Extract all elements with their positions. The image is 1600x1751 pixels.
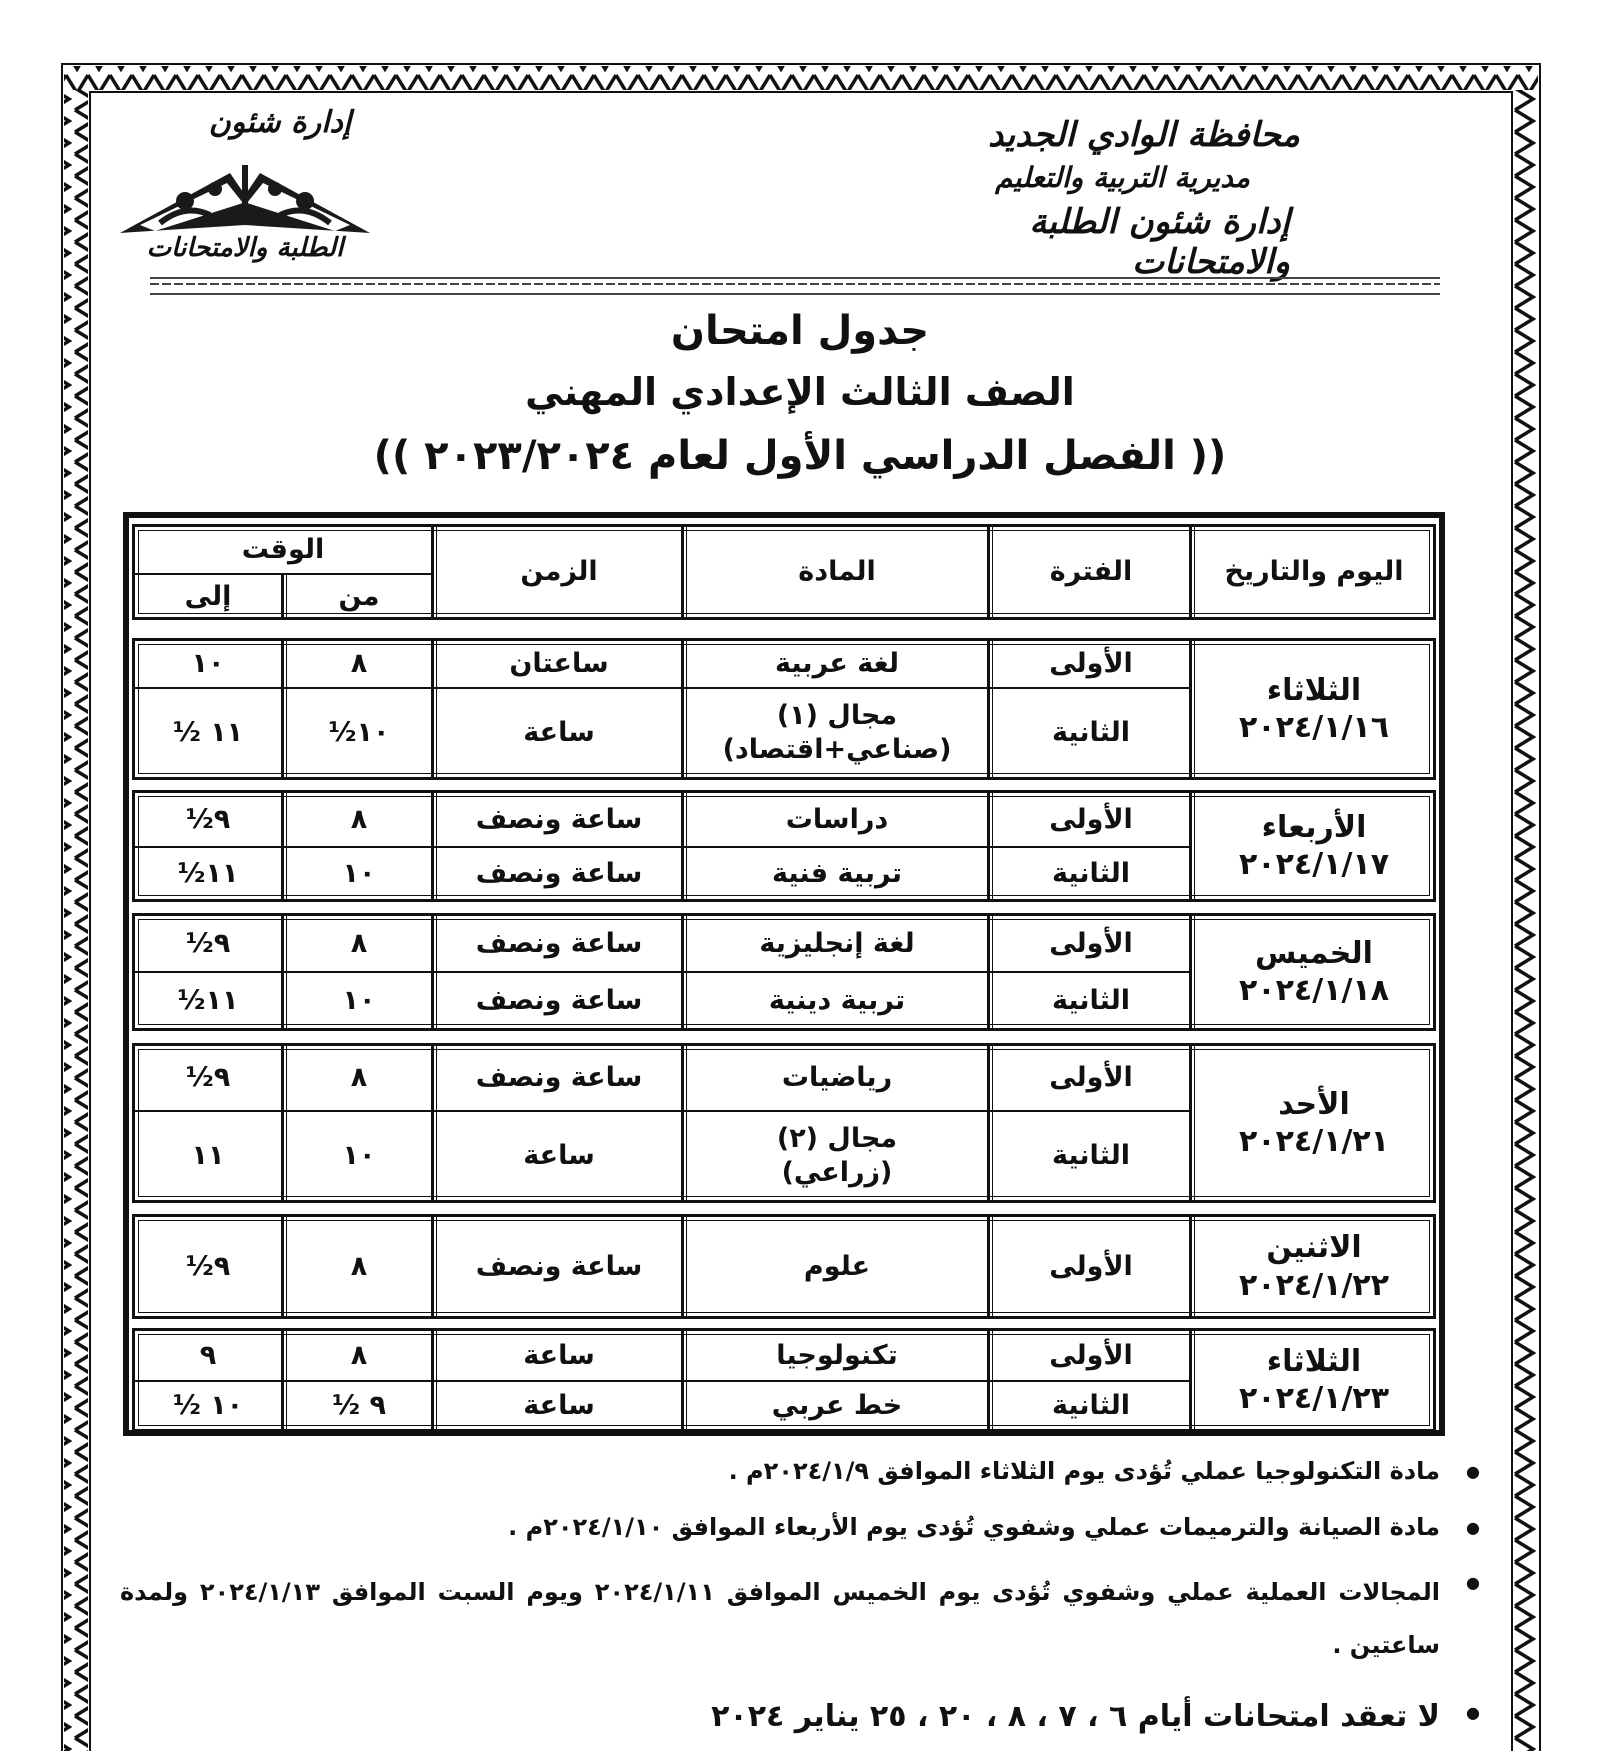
period-cell: الثانية	[1051, 1389, 1131, 1421]
table-header-row	[132, 524, 1436, 620]
from-cell: ١٠	[342, 1140, 376, 1172]
day-date: ٢٠٢٤/١/١٨	[1238, 973, 1390, 1008]
subject-cell: تربية فنية	[772, 857, 902, 889]
subject-cell: خط عربي	[771, 1389, 903, 1421]
open-book-icon	[115, 145, 375, 240]
header-subject: المادة	[798, 556, 876, 588]
period-cell: الأولى	[1049, 1339, 1133, 1371]
note-item: ● لا تعقد امتحانات أيام ٦ ، ٧ ، ٨ ، ٢٠ ، ٢٥ يناير ٢٠٢٤	[120, 1696, 1480, 1738]
directorate-header	[870, 115, 1300, 282]
period-cell: الثانية	[1051, 857, 1131, 889]
subject-cell: دراسات	[785, 803, 889, 835]
period-cell: الأولى	[1049, 1062, 1133, 1094]
to-cell: ٩	[199, 1339, 217, 1371]
to-cell: ١١½	[177, 857, 239, 889]
duration-cell: ساعة ونصف	[475, 1250, 643, 1282]
to-cell: ٩½	[185, 927, 231, 959]
header-separator	[150, 277, 1440, 295]
directorate-name: مديرية التربية والتعليم	[995, 161, 1250, 194]
subject-cell: تكنولوجيا	[776, 1339, 898, 1371]
from-cell: ٩ ½	[332, 1389, 386, 1421]
duration-cell: ساعة	[523, 717, 595, 749]
from-cell: ١٠	[342, 857, 376, 889]
day-date: ٢٠٢٤/١/٢١	[1238, 1124, 1390, 1159]
subject-cell: مجال (١) (صناعي+اقتصاد)	[722, 700, 952, 765]
duration-cell: ساعة	[523, 1140, 595, 1172]
subject-cell: علوم	[803, 1250, 871, 1282]
header-from: من	[338, 581, 380, 613]
day-cell	[1195, 1331, 1433, 1429]
governorate-name: محافظة الوادي الجديد	[987, 115, 1300, 155]
term-title: (( الفصل الدراسي الأول لعام ٢٠٢٣/٢٠٢٤ ))	[373, 433, 1227, 479]
header-to: إلى	[184, 581, 232, 613]
header-day-date: اليوم والتاريخ	[1224, 556, 1404, 588]
day-name: الأربعاء	[1261, 809, 1367, 845]
day-block-3	[132, 913, 1436, 1031]
day-cell	[1195, 793, 1433, 899]
page-title: جدول امتحان	[670, 308, 930, 354]
from-cell: ٨	[350, 927, 368, 959]
period-cell: الأولى	[1049, 1250, 1133, 1282]
period-cell: الأولى	[1049, 803, 1133, 835]
subject-cell: لغة عربية	[775, 648, 899, 680]
duration-cell: ساعة ونصف	[475, 927, 643, 959]
from-cell: ٨	[350, 1250, 368, 1282]
day-date: ٢٠٢٤/١/١٦	[1238, 710, 1390, 745]
to-cell: ١١	[191, 1140, 225, 1172]
to-cell: ١٠ ½	[172, 1389, 244, 1421]
day-block-6	[132, 1328, 1436, 1432]
from-cell: ٨	[350, 648, 368, 680]
period-cell: الأولى	[1049, 648, 1133, 680]
header-time: الوقت	[241, 534, 325, 566]
day-date: ٢٠٢٤/١/٢٣	[1238, 1381, 1390, 1416]
duration-cell: ساعة	[523, 1339, 595, 1371]
from-cell: ١٠	[342, 984, 376, 1016]
from-cell: ٨	[350, 803, 368, 835]
to-cell: ١١½	[177, 984, 239, 1016]
day-block-2	[132, 790, 1436, 902]
note-item: ● مادة التكنولوجيا عملي تُؤدى يوم الثلاثاء الموافق ٢٠٢٤/١/٩م .	[120, 1455, 1480, 1489]
day-cell	[1195, 1217, 1433, 1316]
day-name: الثلاثاء	[1266, 672, 1362, 708]
logo-top-text: إدارة شئون	[208, 105, 352, 140]
duration-cell: ساعة ونصف	[475, 984, 643, 1016]
subject-cell: تربية دينية	[768, 984, 906, 1016]
to-cell: ٩½	[185, 1250, 231, 1282]
header-duration: الزمن	[520, 556, 598, 588]
period-cell: الأولى	[1049, 927, 1133, 959]
period-cell: الثانية	[1051, 1140, 1131, 1172]
subject-cell: مجال (٢) (زراعي)	[776, 1123, 898, 1188]
from-cell: ٨	[350, 1339, 368, 1371]
from-cell: ٨	[350, 1062, 368, 1094]
to-cell: ٩½	[185, 1062, 231, 1094]
day-cell	[1195, 916, 1433, 1028]
day-block-5	[132, 1214, 1436, 1319]
department-logo	[115, 105, 375, 275]
to-cell: ١١ ½	[172, 717, 244, 749]
subject-cell: رياضيات	[781, 1062, 893, 1094]
department-name: إدارة شئون الطلبة والامتحانات	[1029, 202, 1290, 282]
duration-cell: ساعة ونصف	[475, 803, 643, 835]
duration-cell: ساعة ونصف	[475, 857, 643, 889]
to-cell: ١٠	[191, 648, 225, 680]
day-block-4	[132, 1043, 1436, 1203]
day-cell	[1195, 1046, 1433, 1200]
duration-cell: ساعة ونصف	[475, 1062, 643, 1094]
from-cell: ١٠½	[328, 717, 390, 749]
day-date: ٢٠٢٤/١/١٧	[1238, 847, 1390, 882]
day-name: الأحد	[1278, 1086, 1350, 1122]
note-item: ● مادة الصيانة والترميمات عملي وشفوي تُؤدى يوم الأربعاء الموافق ٢٠٢٤/١/١٠م .	[120, 1511, 1480, 1545]
to-cell: ٩½	[185, 803, 231, 835]
notes-list	[120, 1455, 1480, 1738]
period-cell: الثانية	[1051, 984, 1131, 1016]
day-name: الثلاثاء	[1266, 1343, 1362, 1379]
grade-title: الصف الثالث الإعدادي المهني	[525, 370, 1075, 414]
duration-cell: ساعة	[523, 1389, 595, 1421]
day-name: الاثنين	[1266, 1230, 1362, 1265]
day-name: الخميس	[1255, 935, 1373, 971]
day-block-1	[132, 638, 1436, 780]
day-cell	[1195, 641, 1433, 777]
logo-bottom-text: الطلبة والامتحانات	[146, 233, 344, 263]
duration-cell: ساعتان	[509, 648, 609, 680]
header-period: الفترة	[1049, 556, 1133, 588]
note-item: ● المجالات العملية عملي وشفوي تُؤدى يوم الخميس الموافق ٢٠٢٤/١/١١ ويوم السبت الموافق ٢٠٢٤/١/١٣ ولمدة ساعتين .	[120, 1566, 1480, 1672]
day-date: ٢٠٢٤/١/٢٢	[1238, 1267, 1390, 1303]
period-cell: الثانية	[1051, 717, 1131, 749]
subject-cell: لغة إنجليزية	[759, 927, 915, 959]
